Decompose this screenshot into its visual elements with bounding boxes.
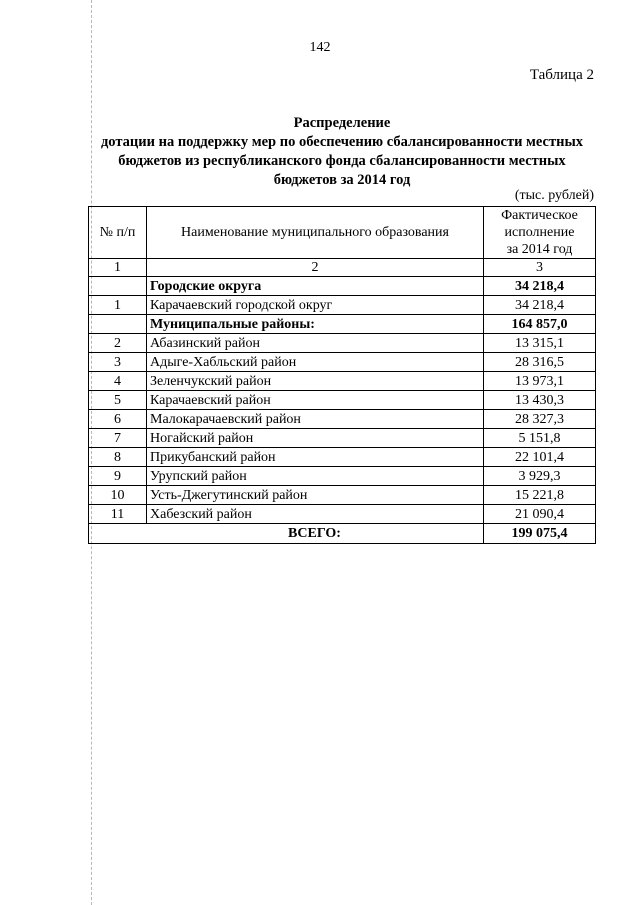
table-row [89, 448, 596, 467]
row-value-cell: 22 101,4 [484, 448, 596, 467]
total-label: ВСЕГО: [89, 524, 484, 544]
row-value-cell: 13 973,1 [484, 372, 596, 391]
row-value-cell: 13 315,1 [484, 334, 596, 353]
table-row [89, 315, 596, 334]
row-value-cell: 164 857,0 [484, 315, 596, 334]
row-value-cell: 28 327,3 [484, 410, 596, 429]
row-num-cell: 6 [89, 410, 147, 429]
row-num-cell: 8 [89, 448, 147, 467]
row-num-cell: 1 [89, 296, 147, 315]
row-value-cell: 15 221,8 [484, 486, 596, 505]
row-num-cell: 9 [89, 467, 147, 486]
table-label: Таблица 2 [529, 67, 594, 83]
table-row [89, 334, 596, 353]
header-value [484, 207, 596, 259]
table-header-row [89, 207, 596, 259]
units-note: (тыс. рублей) [514, 188, 594, 203]
row-name-cell: Адыге-Хабльский район [147, 353, 484, 372]
header-name: Наименование муниципального образования [147, 207, 484, 259]
index-cell-2: 2 [147, 259, 484, 277]
row-name-cell: Карачаевский район [147, 391, 484, 410]
row-num-cell: 3 [89, 353, 147, 372]
column-index-row [89, 259, 596, 277]
table-row [89, 277, 596, 296]
row-num-cell: 11 [89, 505, 147, 524]
row-value-cell: 13 430,3 [484, 391, 596, 410]
row-name-cell: Малокарачаевский район [147, 410, 484, 429]
row-name-cell: Усть-Джегутинский район [147, 486, 484, 505]
row-name-cell: Карачаевский городской округ [147, 296, 484, 315]
row-value-cell: 21 090,4 [484, 505, 596, 524]
table-body [89, 259, 596, 544]
title-line-2: дотации на поддержку мер по обеспечению сбалансированности местных [100, 134, 584, 150]
distribution-table [88, 206, 596, 544]
page-number: 142 [309, 40, 331, 55]
row-value-cell: 5 151,8 [484, 429, 596, 448]
table-row [89, 467, 596, 486]
header-value-line-1: Фактическое [501, 208, 578, 223]
row-num-cell: 2 [89, 334, 147, 353]
title-line-4: бюджетов за 2014 год [273, 172, 411, 188]
row-name-cell: Муниципальные районы: [147, 315, 484, 334]
table-row [89, 372, 596, 391]
row-name-cell: Городские округа [147, 277, 484, 296]
header-value-line-3: за 2014 год [506, 242, 573, 257]
table-row [89, 296, 596, 315]
table-row [89, 505, 596, 524]
row-name-cell: Зеленчукский район [147, 372, 484, 391]
row-value-cell: 34 218,4 [484, 296, 596, 315]
table-row [89, 429, 596, 448]
row-num-cell [89, 277, 147, 296]
table-row [89, 353, 596, 372]
row-name-cell: Ногайский район [147, 429, 484, 448]
table-row [89, 486, 596, 505]
row-value-cell: 3 929,3 [484, 467, 596, 486]
row-name-cell: Урупский район [147, 467, 484, 486]
row-name-cell: Хабезский район [147, 505, 484, 524]
table-row [89, 391, 596, 410]
row-num-cell: 7 [89, 429, 147, 448]
table-row [89, 410, 596, 429]
row-name-cell: Прикубанский район [147, 448, 484, 467]
document-title [88, 114, 596, 190]
row-num-cell [89, 315, 147, 334]
title-line-1: Распределение [293, 115, 391, 131]
row-name-cell: Абазинский район [147, 334, 484, 353]
row-num-cell: 5 [89, 391, 147, 410]
header-value-line-2: исполнение [504, 225, 575, 240]
index-cell-3: 3 [484, 259, 596, 277]
total-value: 199 075,4 [484, 524, 596, 544]
total-row [89, 524, 596, 544]
row-num-cell: 4 [89, 372, 147, 391]
index-cell-1: 1 [89, 259, 147, 277]
header-num: № п/п [89, 207, 147, 259]
row-value-cell: 34 218,4 [484, 277, 596, 296]
row-num-cell: 10 [89, 486, 147, 505]
row-value-cell: 28 316,5 [484, 353, 596, 372]
title-line-3: бюджетов из республиканского фонда сбалансированности местных [118, 153, 566, 169]
